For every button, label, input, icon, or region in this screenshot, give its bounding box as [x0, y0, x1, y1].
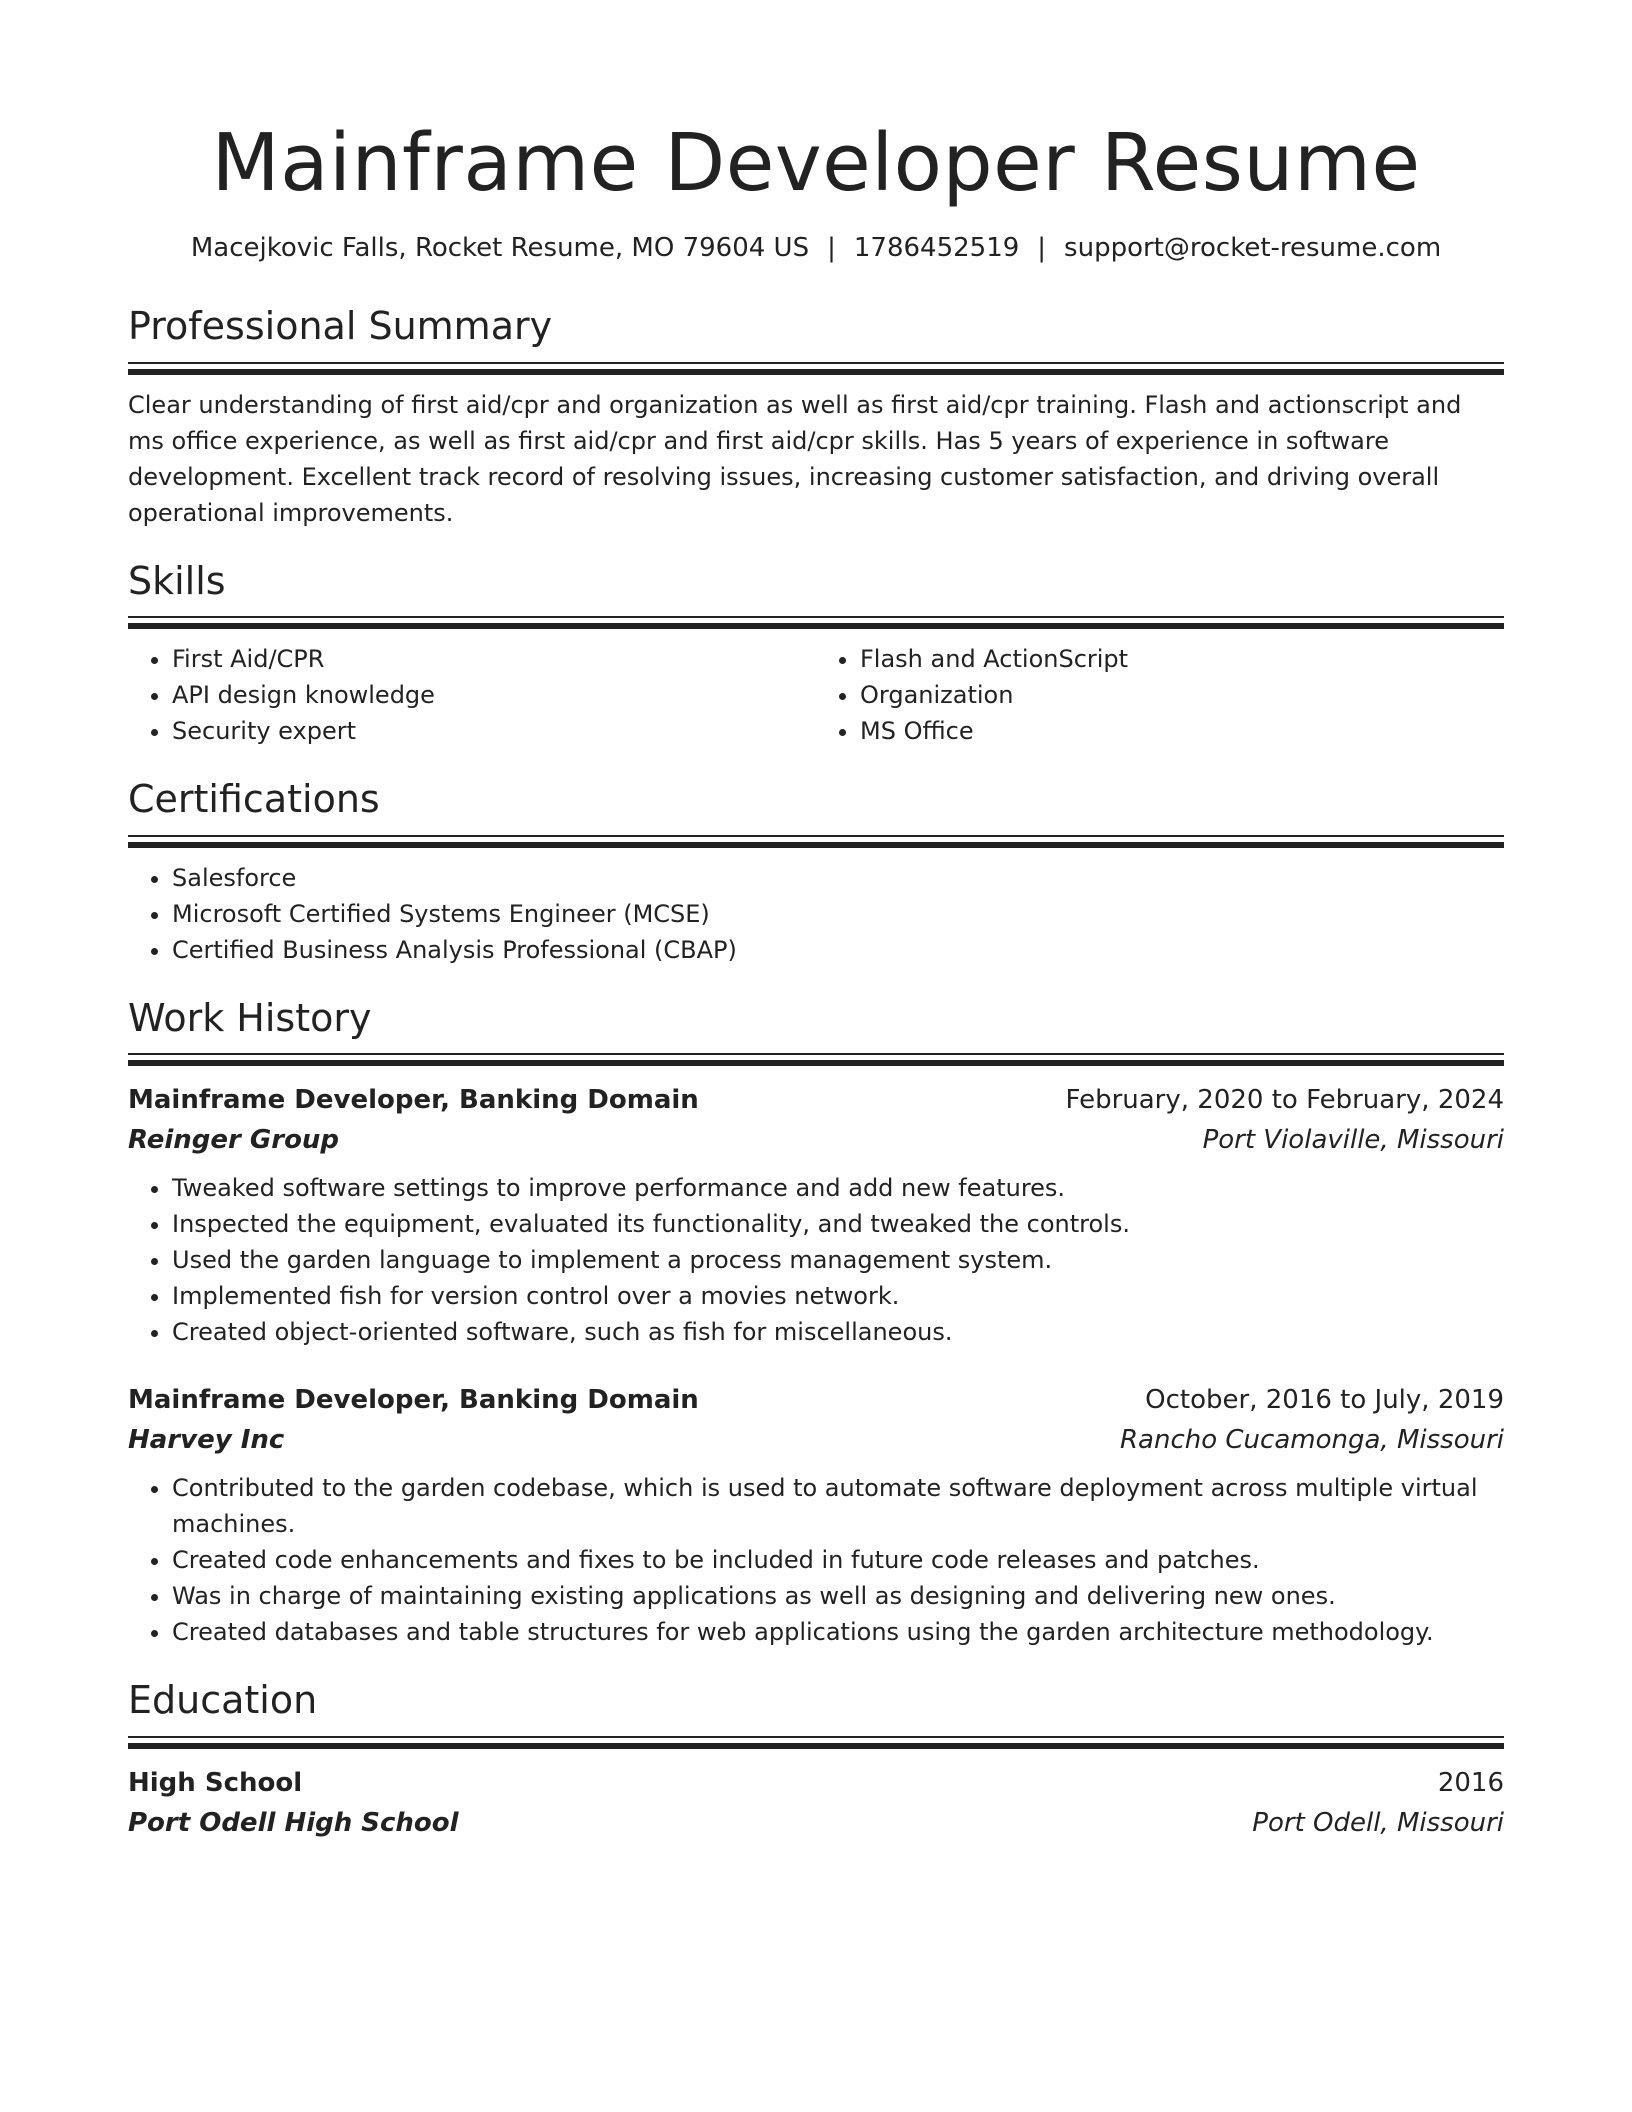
job-bullet: • Created databases and table structures for web applications using the garden architecture methodology.: [172, 1614, 1504, 1650]
job-header-row: [128, 1380, 1504, 1420]
contact-line: [128, 233, 1504, 264]
skills-right-list: [816, 641, 1504, 749]
job-title: Mainframe Developer, Banking Domain: [128, 1085, 699, 1116]
certifications-section: [128, 777, 1504, 968]
skill-item: • API design knowledge: [172, 677, 816, 713]
job-bullet: • Tweaked software settings to improve performance and add new features.: [172, 1170, 1504, 1206]
contact-address: Macejkovic Falls, Rocket Resume, MO 79604 US: [190, 232, 810, 263]
job-bullet: • Implemented fish for version control over a movies network.: [172, 1278, 1504, 1314]
job-header-row: [128, 1080, 1504, 1120]
certifications-list: [128, 860, 1504, 968]
job-bullet: • Was in charge of maintaining existing applications as well as designing and delivering new ones.: [172, 1578, 1504, 1614]
skill-item: • Organization: [860, 677, 1504, 713]
job-title: Mainframe Developer, Banking Domain: [128, 1385, 699, 1416]
job-location: Rancho Cucamonga, Missouri: [1119, 1425, 1504, 1456]
contact-separator: |: [827, 232, 836, 263]
job-dates: February, 2020 to February, 2024: [1065, 1085, 1504, 1116]
education-location: Port Odell, Missouri: [1252, 1808, 1504, 1839]
job-entry: [128, 1380, 1504, 1650]
skill-item: • Flash and ActionScript: [860, 641, 1504, 677]
certification-item: • Certified Business Analysis Professional (CBAP): [172, 932, 1504, 968]
education-year: 2016: [1437, 1768, 1504, 1799]
certification-item: • Salesforce: [172, 860, 1504, 896]
job-company: Harvey Inc: [128, 1425, 285, 1456]
job-bullet: • Contributed to the garden codebase, which is used to automate software deployment across multiple virtual machines.: [172, 1470, 1504, 1542]
education-entry: [128, 1763, 1504, 1843]
certification-item: • Microsoft Certified Systems Engineer (MCSE): [172, 896, 1504, 932]
education-school-row: [128, 1803, 1504, 1843]
skill-item: • MS Office: [860, 713, 1504, 749]
section-divider: [128, 362, 1504, 375]
job-bullets: [128, 1470, 1504, 1650]
job-location: Port Violaville, Missouri: [1202, 1125, 1504, 1156]
education-degree: High School: [128, 1768, 303, 1799]
education-section: [128, 1678, 1504, 1843]
skills-left-list: [128, 641, 816, 749]
education-heading: Education: [128, 1678, 318, 1723]
job-entry: [128, 1080, 1504, 1350]
job-bullets: [128, 1170, 1504, 1350]
summary-text: Clear understanding of first aid/cpr and organization as well as first aid/cpr training. Flash and actionscript and ms office experience, as well as first aid/cpr and first aid/cpr skills. Has 5 years of experience in software development. Excellent track record of resolving issues, increasing customer satisfaction, and driving overall operational improvements.: [128, 390, 1462, 527]
education-school: Port Odell High School: [128, 1808, 459, 1839]
education-header-row: [128, 1763, 1504, 1803]
skills-columns: [128, 629, 1504, 749]
summary-heading: Professional Summary: [128, 304, 553, 349]
section-divider: [128, 835, 1504, 848]
job-company-row: [128, 1420, 1504, 1460]
skills-section: [128, 559, 1504, 750]
section-divider: [128, 1053, 1504, 1066]
contact-separator: |: [1037, 232, 1047, 263]
contact-phone: 1786452519: [853, 232, 1020, 263]
job-dates: October, 2016 to July, 2019: [1145, 1385, 1504, 1416]
job-bullet: • Inspected the equipment, evaluated its functionality, and tweaked the controls.: [172, 1206, 1504, 1242]
job-company: Reinger Group: [128, 1125, 340, 1156]
skill-item: • First Aid/CPR: [172, 641, 816, 677]
job-company-row: [128, 1120, 1504, 1160]
resume-title: Mainframe Developer Resume: [211, 117, 1421, 209]
section-divider: [128, 1736, 1504, 1749]
certifications-heading: Certifications: [128, 777, 380, 822]
skills-heading: Skills: [128, 558, 226, 603]
job-bullet: • Used the garden language to implement a process management system.: [172, 1242, 1504, 1278]
work-section: [128, 996, 1504, 1651]
summary-section: [128, 304, 1504, 531]
contact-email: support@rocket-resume.com: [1064, 232, 1442, 263]
skill-item: • Security expert: [172, 713, 816, 749]
job-bullet: • Created code enhancements and fixes to be included in future code releases and patches.: [172, 1542, 1504, 1578]
job-bullet: • Created object-oriented software, such as fish for miscellaneous.: [172, 1314, 1504, 1350]
section-divider: [128, 616, 1504, 629]
work-heading: Work History: [128, 995, 372, 1040]
